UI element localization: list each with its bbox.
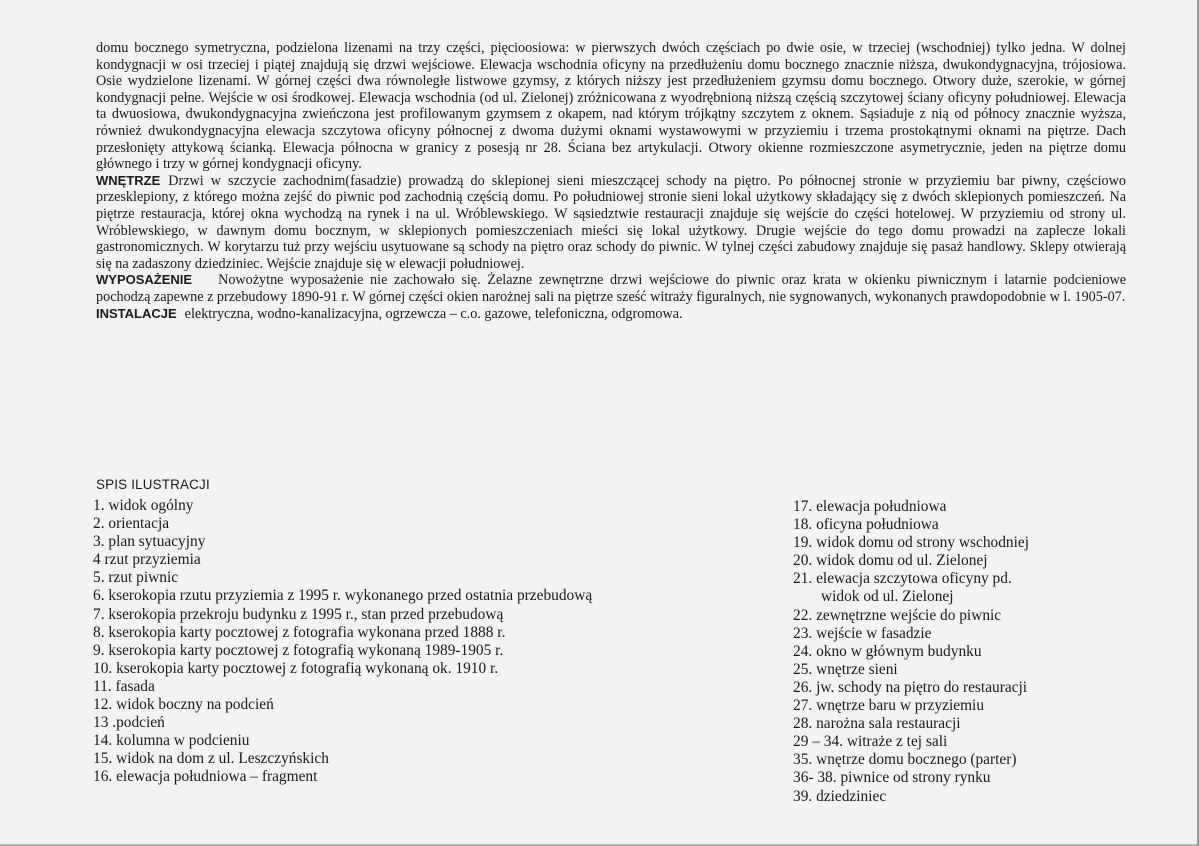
list-item: 17. elewacja południowa: [793, 498, 947, 515]
list-item: 7. kserokopia przekroju budynku z 1995 r., stan przed przebudową: [93, 605, 504, 623]
list-item: 24. okno w głównym budynku: [793, 642, 982, 660]
list-item: 2. orientacja: [93, 515, 170, 533]
illustrations-title: SPIS ILUSTRACJI: [96, 477, 210, 492]
list-item: 16. elewacja południowa – fragment: [93, 768, 318, 786]
text-interior: Drzwi w szczycie zachodnim(fasadzie) prowadzą do sklepionej sieni mieszczącej schody na piętro. Po północnej stronie w przyziemiu bar piwny, częściowo przesklepiony, z którego można zejść do piwnic pod zachodnią częścią domu. Po południowej stronie sieni lokal użytkowy składający się z dwóch sklepionych pomieszczeń. Na piętrze restauracja, której okna wychodzą na rynek i na ul. Wróblewskiego. W sąsiedztwie restauracji znajduje się wejście do części hotelowej. W przyziemiu od strony ul. Wróblewskiego, w dawnym domu bocznym, w sklepionych pomieszczeniach mieści się lokal użytkowy. Drugie wejście do tego domu prowadzi na zaplecze lokali gastronomicznych. W korytarzu tuż przy wejściu usytuowane są schody na piętro oraz schody do piwnic. W tylnej części zabudowy znajduje się pasaż handlowy. Sklepy otwierają się na zadaszony dziedziniec. Wejście znajduje się w elewacji południowej.: [96, 172, 1126, 272]
list-item: 25. wnętrze sieni: [793, 660, 898, 678]
paragraph-elevation: domu bocznego symetryczna, podzielona lizenami na trzy części, pięcioosiowa: w pierwszych dwóch częściach po dwie osie, w trzeciej (wschodniej) tylko jedna. W dolnej kondygnacji w osi trzeciej i piątej znajdują się drzwi wejściowe. Elewacja wschodnia oficyny na przedłużeniu domu bocznego znacznie niższa, dwukondygnacyjna, trójosiowa. Osie wydzielone lizenami. W górnej części dwa równoległe listwowe gzymsy, z których niższy jest przedłużeniem gzymsu domu bocznego. Otwory duże, szerokie, w górnej kondygnacji pełne. Wejście w osi środkowej. Elewacja wschodnia (od ul. Zielonej) zróżnicowana z wyodrębnioną niższą częścią szczytowej ściany oficyny południowej. Elewacja ta dwuosiowa, dwukondygnacyjna zwieńczona jest profilowanym gzymsem z okapem, nad którym trójkątny szczytem z oknem. Sąsiaduje z nią od północy znacznie wyższa, również dwukondygnacyjna elewacja szczytowa oficyny północnej z dwoma dużymi oknami wystawowymi w przyziemiu i trzema prostokątnymi oknami na piętrze. Dach przesłonięty attykową ścianką. Elewacja północna w granicy z posesją nr 28. Ściana bez artykulacji. Otwory okienne rozmieszczone asymetrycznie, jeden na piętrze domu głównego i trzy w górnej kondygnacji oficyny.: [96, 40, 1126, 173]
list-item: 4 rzut przyziemia: [93, 551, 201, 569]
heading-interior: WNĘTRZE: [96, 172, 161, 188]
list-item: 28. narożna sala restauracji: [793, 715, 961, 733]
list-item: 3. plan sytuacyjny: [93, 533, 206, 551]
list-item: 1. widok ogólny: [93, 497, 194, 514]
list-item: 21. elewacja szczytowa oficyny pd.: [793, 570, 1012, 588]
list-item: 11. fasada: [93, 677, 155, 695]
list-item: 20. widok domu od ul. Zielonej: [793, 552, 988, 570]
list-item: 39. dziedziniec: [793, 787, 887, 805]
list-item: 6. kserokopia rzutu przyziemia z 1995 r. wykonanego przed ostatnia przebudową: [93, 587, 593, 605]
illustrations-list-right: [793, 498, 1029, 806]
heading-installations: INSTALACJE: [96, 305, 177, 321]
list-item: 5. rzut piwnic: [93, 569, 179, 587]
list-item: 22. zewnętrzne wejście do piwnic: [793, 606, 1002, 624]
list-item: 19. widok domu od strony wschodniej: [793, 534, 1029, 552]
paragraph-interior: [96, 173, 1126, 273]
list-item: 15. widok na dom z ul. Leszczyńskich: [93, 750, 329, 768]
paragraph-installations: [96, 306, 1126, 323]
list-item: 10. kserokopia karty pocztowej z fotografią wykonaną ok. 1910 r.: [93, 659, 499, 677]
list-item: 9. kserokopia karty pocztowej z fotografią wykonaną 1989-1905 r.: [93, 641, 504, 659]
list-item: 14. kolumna w podcieniu: [93, 732, 250, 750]
heading-equipment: WYPOSAŻENIE: [96, 272, 193, 288]
paragraph-equipment: [96, 272, 1126, 305]
list-item: 12. widok boczny na podcień: [93, 696, 274, 714]
list-item: 36- 38. piwnice od strony rynku: [793, 769, 991, 787]
text-installations: elektryczna, wodno-kanalizacyjna, ogrzewcza – c.o. gazowe, telefoniczna, odgromowa.: [184, 305, 683, 322]
list-item: 26. jw. schody na piętro do restauracji: [793, 678, 1028, 696]
text-equipment: Nowożytne wyposażenie nie zachowało się. Żelazne zewnętrzne drzwi wejściowe do piwnic oraz krata w okienku piwnicznym i latarnie podcieniowe pochodzą zapewne z przebudowy 1890-91 r. W górnej części okien narożnej sali na piętrze sześć witraży figuralnych, nie sygnowanych, wykonanych prawdopodobnie w l. 1905-07.: [96, 272, 1126, 305]
list-item: 8. kserokopia karty pocztowej z fotografia wykonana przed 1888 r.: [93, 623, 506, 641]
list-item: 27. wnętrze baru w przyziemiu: [793, 697, 985, 715]
list-item: 35. wnętrze domu bocznego (parter): [793, 751, 1017, 769]
list-item: 18. oficyna południowa: [793, 516, 939, 534]
list-item: 13 .podcień: [93, 714, 165, 732]
list-item-continuation: widok od ul. Zielonej: [821, 588, 954, 606]
illustrations-list-left: [93, 497, 592, 787]
list-item: 23. wejście w fasadzie: [793, 624, 932, 642]
list-item: 29 – 34. witraże z tej sali: [793, 733, 948, 751]
document-body: [96, 40, 1126, 322]
